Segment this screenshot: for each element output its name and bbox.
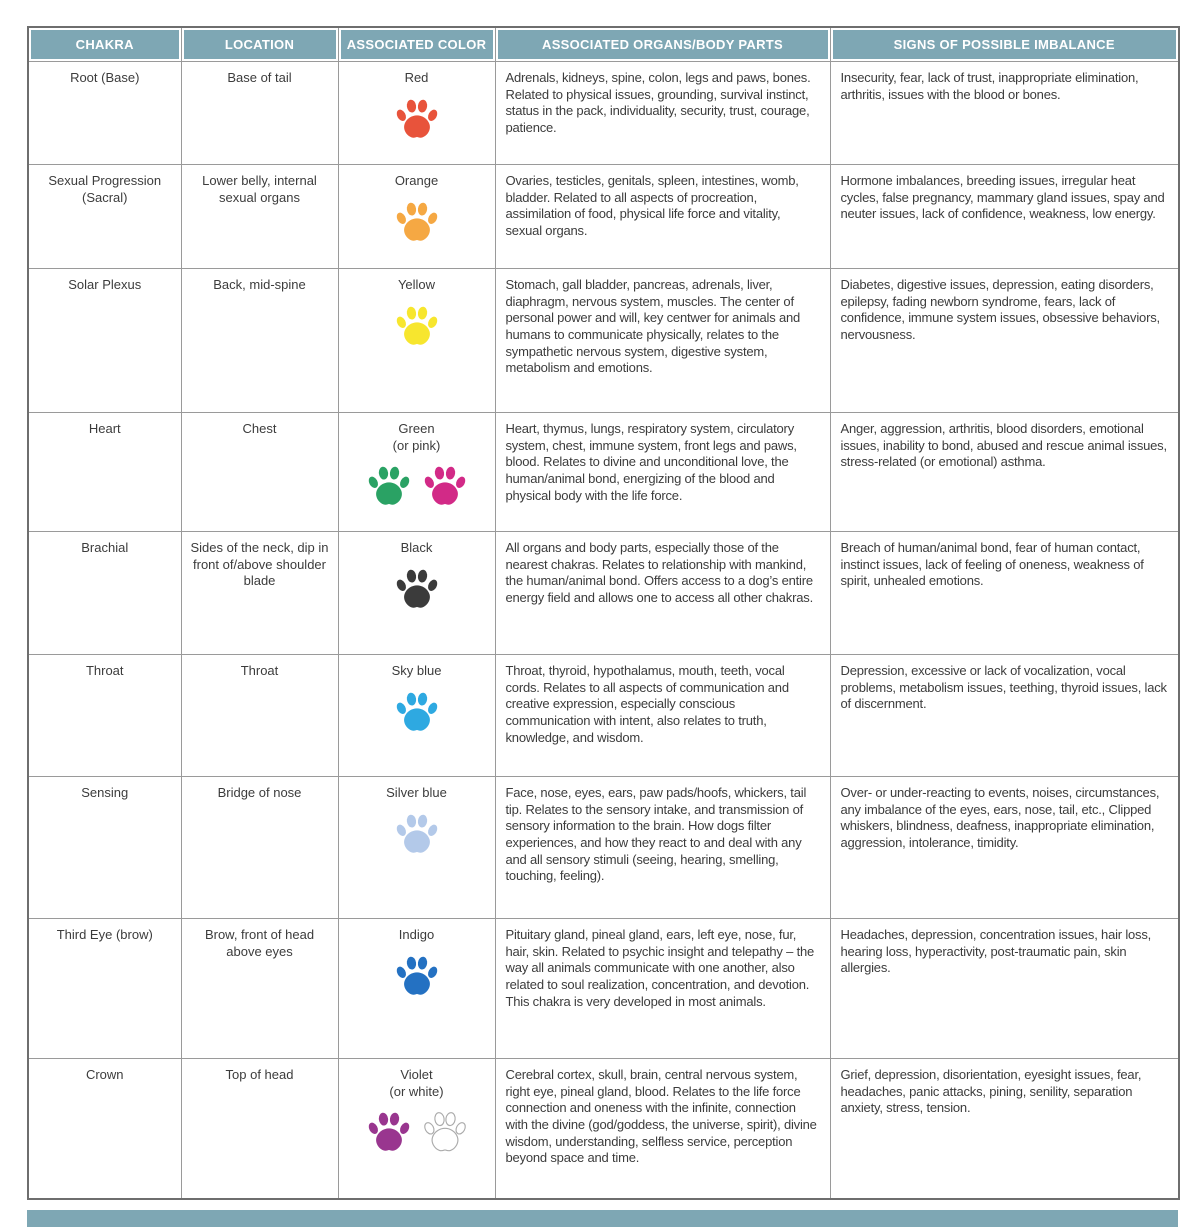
- chakra-cell: Crown: [28, 1059, 181, 1200]
- color-cell: [338, 165, 495, 269]
- signs-cell: Insecurity, fear, lack of trust, inappropriate elimination, arthritis, issues with the blood or bones.: [830, 62, 1179, 165]
- color-label: Silver blue: [386, 785, 447, 800]
- organs-cell: Heart, thymus, lungs, respiratory system, circulatory system, chest, immune system, front legs and paws, blood. Relates to divine and unconditional love, the human/animal bond, energizing of the blood and physical body with the life force.: [495, 413, 830, 532]
- color-label: Orange: [394, 173, 439, 188]
- chakra-cell: Root (Base): [28, 62, 181, 165]
- table-row-brachial: [28, 532, 1179, 655]
- location-cell: Top of head: [181, 1059, 338, 1200]
- color-label: Green: [398, 421, 435, 436]
- organs-cell: Stomach, gall bladder, pancreas, adrenals, liver, diaphragm, nervous system, muscles. The center of personal power and will, key centwer for animals and humans to communicate physically, relates to the sympathetic nervous system, digestive system, metabolism and emotions.: [495, 269, 830, 413]
- table-row-root: [28, 62, 1179, 165]
- paw-group: [345, 305, 489, 347]
- chakra-cell: Sexual Progression (Sacral): [28, 165, 181, 269]
- header-cell-location: [181, 27, 338, 62]
- signs-cell: Depression, excessive or lack of vocalization, vocal problems, metabolism issues, teething, thyroid issues, lack of discernment.: [830, 655, 1179, 777]
- color-cell: [338, 777, 495, 919]
- chakra-cell: Sensing: [28, 777, 181, 919]
- organs-cell: Pituitary gland, pineal gland, ears, left eye, nose, fur, hair, skin. Related to psychic insight and telepathy – the way all animals communicate with one another, also related to soul realization, concentration, and devotion. This chakra is very developed in most animals.: [495, 919, 830, 1059]
- location-cell: Lower belly, internal sexual organs: [181, 165, 338, 269]
- location-cell: Back, mid-spine: [181, 269, 338, 413]
- table-row-sacral: [28, 165, 1179, 269]
- color-cell: [338, 1059, 495, 1200]
- chakra-cell: Brachial: [28, 532, 181, 655]
- paw-group: [345, 465, 489, 507]
- organs-cell: Adrenals, kidneys, spine, colon, legs and paws, bones. Related to physical issues, grounding, survival instinct, status in the pack, individuality, security, trust, courage, patience.: [495, 62, 830, 165]
- violet-paw-icon: [366, 1111, 412, 1153]
- table-row-sensing: [28, 777, 1179, 919]
- organs-cell: Throat, thyroid, hypothalamus, mouth, teeth, vocal cords. Relates to all aspects of communication and creative expression, especially conscious communication with intent, also relates to truth, knowledge, and wisdom.: [495, 655, 830, 777]
- paw-group: [345, 201, 489, 243]
- organs-cell: Ovaries, testicles, genitals, spleen, intestines, womb, bladder. Related to all aspects of procreation, assimilation of food, physical life force and vitality, sexual organs.: [495, 165, 830, 269]
- paw-group: [345, 568, 489, 610]
- color-sub-label: (or white): [389, 1083, 444, 1099]
- footer-accent-bar: [27, 1210, 1178, 1227]
- red-paw-icon: [394, 98, 440, 140]
- sky-blue-paw-icon: [394, 691, 440, 733]
- color-cell: [338, 919, 495, 1059]
- paw-group: [345, 98, 489, 140]
- location-cell: Sides of the neck, dip in front of/above shoulder blade: [181, 532, 338, 655]
- paw-group: [345, 955, 489, 997]
- column-title: ASSOCIATED ORGANS/BODY PARTS: [498, 30, 828, 59]
- color-cell: [338, 413, 495, 532]
- signs-cell: Grief, depression, disorientation, eyesight issues, fear, headaches, panic attacks, pining, senility, separation anxiety, stress, tension.: [830, 1059, 1179, 1200]
- color-label: Black: [400, 540, 433, 555]
- signs-cell: Hormone imbalances, breeding issues, irregular heat cycles, false pregnancy, mammary gland issues, spay and neuter issues, lack of confidence, weakness, low energy.: [830, 165, 1179, 269]
- location-cell: Brow, front of head above eyes: [181, 919, 338, 1059]
- header-cell-imbalance: [830, 27, 1179, 62]
- location-cell: Throat: [181, 655, 338, 777]
- location-cell: Bridge of nose: [181, 777, 338, 919]
- organs-cell: Cerebral cortex, skull, brain, central nervous system, right eye, pineal gland, blood. Relates to the life force connection and oneness with the infinite, connection with the divine (god/goddess, the universe, spirit), divine wisdom, understanding, selfless service, perception beyond space and time.: [495, 1059, 830, 1200]
- color-sub-label: (or pink): [392, 437, 441, 453]
- color-label: Violet: [400, 1067, 433, 1082]
- signs-cell: Breach of human/animal bond, fear of human contact, instinct issues, lack of feeling of oneness, weakness of spirit, unhealed emotions.: [830, 532, 1179, 655]
- white-paw-icon: [422, 1111, 468, 1153]
- color-label: Sky blue: [391, 663, 442, 678]
- table-row-solar-plexus: [28, 269, 1179, 413]
- color-label: Yellow: [397, 277, 436, 292]
- chakra-cell: Solar Plexus: [28, 269, 181, 413]
- column-title: SIGNS OF POSSIBLE IMBALANCE: [833, 30, 1177, 59]
- column-title: ASSOCIATED COLOR: [341, 30, 493, 59]
- silver-blue-paw-icon: [394, 813, 440, 855]
- header-cell-chakra: [28, 27, 181, 62]
- paw-group: [345, 1111, 489, 1153]
- dog-chakra-table: [27, 26, 1180, 1200]
- column-title: CHAKRA: [31, 30, 179, 59]
- paw-group: [345, 813, 489, 855]
- header-cell-associated-color: [338, 27, 495, 62]
- signs-cell: Anger, aggression, arthritis, blood disorders, emotional issues, inability to bond, abused and rescue animal issues, stress-related (or emotional) asthma.: [830, 413, 1179, 532]
- color-label: Indigo: [398, 927, 435, 942]
- table-row-heart: [28, 413, 1179, 532]
- green-paw-icon: [366, 465, 412, 507]
- signs-cell: Over- or under-reacting to events, noises, circumstances, any imbalance of the eyes, ears, nose, tail, etc., Clipped whiskers, blindness, deafness, inappropriate elimination, aggression, intolerance, timidity.: [830, 777, 1179, 919]
- orange-paw-icon: [394, 201, 440, 243]
- color-cell: [338, 532, 495, 655]
- table-row-third-eye: [28, 919, 1179, 1059]
- yellow-paw-icon: [394, 305, 440, 347]
- organs-cell: Face, nose, eyes, ears, paw pads/hoofs, whickers, tail tip. Relates to the sensory intake, and transmission of sensory information to the brain. How dogs filter experiences, and how they react to and deal with any and all sensory stimuli (seeing, hearing, smelling, touching, feeling).: [495, 777, 830, 919]
- organs-cell: All organs and body parts, especially those of the nearest chakras. Relates to relationship with mankind, the human/animal bond. Offers access to a dog’s entire energy field and allows one to access all other chakras.: [495, 532, 830, 655]
- table-row-crown: [28, 1059, 1179, 1200]
- indigo-paw-icon: [394, 955, 440, 997]
- location-cell: Base of tail: [181, 62, 338, 165]
- column-title: LOCATION: [184, 30, 336, 59]
- header-row: [28, 27, 1179, 62]
- chakra-cell: Throat: [28, 655, 181, 777]
- chakra-cell: Third Eye (brow): [28, 919, 181, 1059]
- paw-group: [345, 691, 489, 733]
- signs-cell: Diabetes, digestive issues, depression, eating disorders, epilepsy, fading newborn syndrome, fears, lack of confidence, immune system issues, obsessive behaviors, nervousness.: [830, 269, 1179, 413]
- header-cell-organs: [495, 27, 830, 62]
- color-cell: [338, 269, 495, 413]
- table-row-throat: [28, 655, 1179, 777]
- location-cell: Chest: [181, 413, 338, 532]
- color-label: Red: [404, 70, 429, 85]
- color-cell: [338, 655, 495, 777]
- signs-cell: Headaches, depression, concentration issues, hair loss, hearing loss, hyperactivity, post-traumatic pain, skin allergies.: [830, 919, 1179, 1059]
- color-cell: [338, 62, 495, 165]
- pink-paw-icon: [422, 465, 468, 507]
- black-paw-icon: [394, 568, 440, 610]
- chakra-cell: Heart: [28, 413, 181, 532]
